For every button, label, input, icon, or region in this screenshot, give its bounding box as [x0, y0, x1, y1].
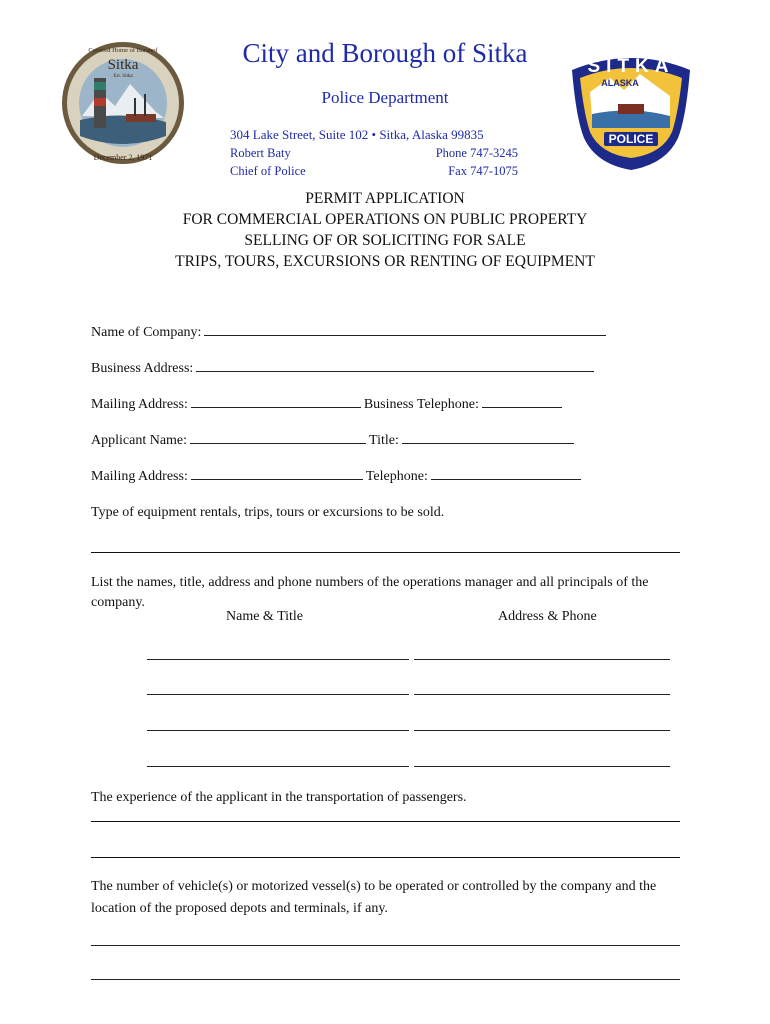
business-address-label: Business Address: — [91, 361, 194, 376]
mailing-telephone-row — [91, 467, 584, 485]
svg-text:Sitka: Sitka — [107, 57, 139, 73]
principal-address-line[interactable] — [414, 730, 670, 731]
mailing-address-field[interactable] — [191, 467, 363, 480]
principal-name-line[interactable] — [147, 694, 409, 695]
experience-answer-line[interactable] — [91, 821, 680, 822]
phone-number: Phone 747-3245 — [435, 146, 518, 160]
title-line: SELLING OF OR SOLICITING FOR SALE — [244, 232, 526, 249]
principal-name-line[interactable] — [147, 730, 409, 731]
title-line: PERMIT APPLICATION — [305, 190, 465, 207]
principal-address-line[interactable] — [414, 659, 670, 660]
address-phone-column-header: Address & Phone — [498, 609, 597, 624]
principal-name-line[interactable] — [147, 659, 409, 660]
police-badge-logo — [566, 48, 696, 172]
fax-number: Fax 747-1075 — [448, 164, 518, 178]
equipment-prompt: Type of equipment rentals, trips, tours or excursions to be sold. — [91, 505, 445, 520]
svg-text:POLICE: POLICE — [608, 132, 654, 146]
mailing-address-field[interactable] — [191, 395, 361, 408]
applicant-title-row — [91, 431, 577, 449]
svg-text:SITKA: SITKA — [587, 56, 675, 77]
company-name-row — [91, 323, 609, 341]
business-telephone-label: Business Telephone: — [363, 397, 479, 412]
svg-text:ALASKA: ALASKA — [601, 78, 639, 88]
business-telephone-field[interactable] — [482, 395, 562, 408]
mailing-address-label: Mailing Address: — [91, 397, 188, 412]
equipment-answer-line[interactable] — [91, 552, 680, 553]
company-name-field[interactable] — [204, 323, 606, 336]
experience-answer-line[interactable] — [91, 857, 680, 858]
organization-title: City and Borough of Sitka — [242, 38, 528, 68]
city-seal-logo — [60, 40, 186, 166]
principal-name-line[interactable] — [147, 766, 409, 767]
telephone-label: Telephone: — [365, 469, 428, 484]
title-field[interactable] — [402, 431, 574, 444]
department-address: 304 Lake Street, Suite 102 • Sitka, Alaska 99835 — [230, 127, 484, 142]
vehicles-answer-line[interactable] — [91, 945, 680, 946]
chief-name: Robert Baty — [230, 146, 291, 160]
svg-text:Covered Home of Baranof: Covered Home of Baranof — [88, 47, 158, 54]
name-title-column-header: Name & Title — [226, 609, 304, 624]
principals-prompt: List the names, title, address and phone numbers of the operations manager and all principals of the company. — [91, 575, 649, 610]
company-name-label: Name of Company: — [91, 325, 202, 340]
applicant-name-label: Applicant Name: — [91, 433, 188, 448]
principal-address-line[interactable] — [414, 694, 670, 695]
vehicles-prompt: The number of vehicle(s) or motorized vessel(s) to be operated or controlled by the company and the location of the proposed depots and terminals, if any. — [91, 879, 657, 916]
experience-prompt: The experience of the applicant in the transportation of passengers. — [91, 790, 467, 805]
document-title-block — [60, 188, 710, 272]
title-line: TRIPS, TOURS, EXCURSIONS OR RENTING OF EQUIPMENT — [175, 253, 595, 270]
telephone-field[interactable] — [431, 467, 581, 480]
applicant-name-field[interactable] — [190, 431, 366, 444]
business-address-row — [91, 359, 597, 377]
business-address-field[interactable] — [196, 359, 594, 372]
title-line: FOR COMMERCIAL OPERATIONS ON PUBLIC PROPERTY — [182, 211, 588, 228]
vehicles-answer-line[interactable] — [91, 979, 680, 980]
title-label: Title: — [369, 433, 399, 448]
principal-address-line[interactable] — [414, 766, 670, 767]
svg-text:December 2, 1971: December 2, 1971 — [93, 153, 153, 162]
mailing-address-label: Mailing Address: — [91, 469, 188, 484]
svg-text:Est. Sitka: Est. Sitka — [113, 74, 133, 79]
mailing-business-phone-row — [91, 395, 565, 413]
department-name: Police Department — [321, 88, 449, 107]
chief-title: Chief of Police — [230, 164, 306, 178]
